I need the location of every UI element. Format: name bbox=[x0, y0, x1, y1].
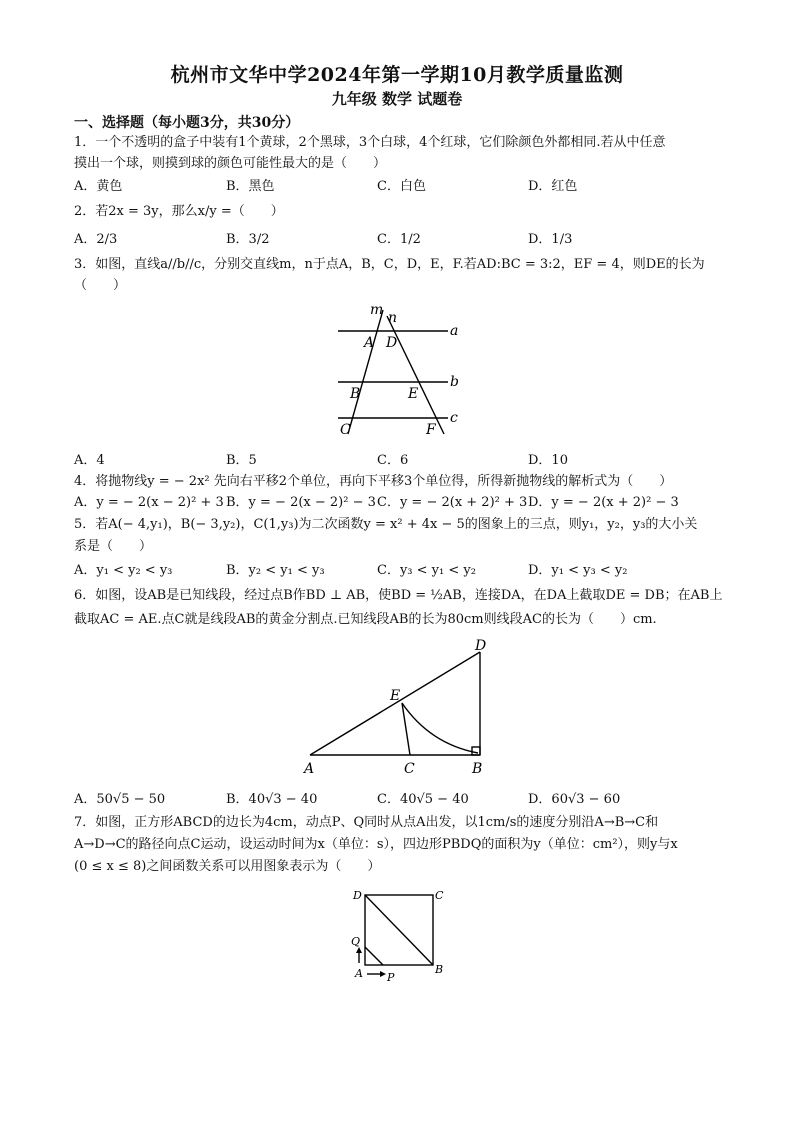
section-heading: 一、选择题（每小题3分，共30分） bbox=[74, 115, 300, 131]
q1-option-c: C．白色 bbox=[377, 179, 426, 194]
q6-option-a: A．50√5 − 50 bbox=[74, 792, 166, 807]
q4-option-b: B．y = − 2(x − 2)² − 3 bbox=[226, 495, 376, 510]
q4-option-c: C．y = − 2(x + 2)² + 3 bbox=[377, 495, 528, 510]
label-C: C bbox=[404, 761, 415, 777]
label-F: F bbox=[426, 422, 436, 438]
question-7-line-3: (0 ≤ x ≤ 8)之间函数关系可以用图象表示为（ ） bbox=[74, 859, 381, 874]
label-b: b bbox=[450, 374, 459, 390]
label-D: D bbox=[353, 889, 362, 902]
right-angle-mark bbox=[472, 747, 480, 755]
q1-option-a: A．黄色 bbox=[74, 179, 123, 194]
label-E: E bbox=[408, 386, 419, 402]
q4-option-a: A．y = − 2(x − 2)² + 3 bbox=[74, 495, 224, 510]
q5-option-b: B．y₂ < y₁ < y₃ bbox=[226, 563, 325, 578]
label-D: D bbox=[475, 638, 487, 654]
question-1-line-2: 摸出一个球，则摸到球的颜色可能性最大的是（ ） bbox=[74, 156, 387, 171]
label-c: c bbox=[450, 410, 458, 426]
question-7-line-1: 7．如图，正方形ABCD的边长为4cm，动点P、Q同时从点A出发，以1cm/s的速度分别沿A→B→C和 bbox=[74, 815, 659, 830]
q1-option-d: D．红色 bbox=[528, 179, 578, 194]
q3-option-a: A．4 bbox=[74, 453, 105, 468]
label-a: a bbox=[450, 323, 459, 339]
exam-subtitle: 九年级 数学 试题卷 bbox=[331, 90, 463, 108]
label-D: D bbox=[386, 335, 398, 351]
square-figure bbox=[345, 885, 455, 985]
question-2-line-1: 2．若2x = 3y，那么x/y =（ ） bbox=[74, 204, 284, 219]
label-B: B bbox=[350, 386, 361, 402]
question-5-line-2: 系是（ ） bbox=[74, 539, 153, 554]
q5-option-a: A．y₁ < y₂ < y₃ bbox=[74, 563, 173, 578]
q4-option-d: D．y = − 2(x + 2)² − 3 bbox=[528, 495, 679, 510]
parallel-lines-figure bbox=[330, 300, 470, 440]
label-E: E bbox=[390, 688, 401, 704]
label-A: A bbox=[304, 761, 315, 777]
q2-option-d: D．1/3 bbox=[528, 232, 573, 247]
question-4-line-1: 4．将抛物线y = − 2x² 先向右平移2个单位，再向下平移3个单位得，所得新抛物线的解析式为（ ） bbox=[74, 474, 673, 489]
q2-option-c: C．1/2 bbox=[377, 232, 421, 247]
q3-option-b: B．5 bbox=[226, 453, 257, 468]
label-C: C bbox=[435, 889, 444, 902]
q6-option-b: B．40√3 − 40 bbox=[226, 792, 318, 807]
label-Q: Q bbox=[351, 935, 361, 948]
q3-option-c: C．6 bbox=[377, 453, 409, 468]
label-m: m bbox=[370, 302, 384, 318]
question-7-line-2: A→D→C的路径向点C运动，设运动时间为x（单位：s），四边形PBDQ的面积为y（单位：cm²），则y与x bbox=[74, 837, 678, 852]
q6-option-c: C．40√5 − 40 bbox=[377, 792, 469, 807]
question-1-line-1: 1．一个不透明的盒子中装有1个黄球，2个黑球，3个白球，4个红球，它们除颜色外都相同.若从中任意 bbox=[74, 135, 666, 150]
question-6-line-1: 6．如图，设AB是已知线段，经过点B作BD ⊥ AB，使BD = ½AB，连接DA，在DA上截取DE = DB；在AB上 bbox=[74, 588, 723, 603]
arc-EC bbox=[402, 703, 410, 755]
exam-title: 杭州市文华中学2024年第一学期10月教学质量监测 bbox=[170, 64, 624, 86]
arrow-right-icon bbox=[380, 971, 386, 977]
label-A: A bbox=[355, 967, 363, 980]
label-n: n bbox=[388, 310, 398, 326]
label-B: B bbox=[435, 963, 444, 976]
arc-EB bbox=[402, 703, 478, 753]
q5-option-d: D．y₁ < y₃ < y₂ bbox=[528, 563, 628, 578]
question-6-line-2: 截取AC = AE.点C就是线段AB的黄金分割点.已知线段AB的长为80cm则线段AC的长为（ ）cm. bbox=[74, 612, 657, 627]
q2-option-b: B．3/2 bbox=[226, 232, 270, 247]
q6-option-d: D．60√3 − 60 bbox=[528, 792, 621, 807]
question-5-line-1: 5．若A(− 4,y₁)，B(− 3,y₂)，C(1,y₃)为二次函数y = x² + 4x − 5的图象上的三点，则y₁，y₂，y₃的大小关 bbox=[74, 517, 698, 532]
label-B: B bbox=[472, 761, 483, 777]
q1-option-b: B．黑色 bbox=[226, 179, 275, 194]
golden-section-figure bbox=[300, 636, 500, 780]
segment-QP bbox=[365, 947, 383, 965]
question-3-line-2: （ ） bbox=[74, 278, 127, 293]
q3-option-d: D．10 bbox=[528, 453, 568, 468]
label-A: A bbox=[364, 335, 375, 351]
label-C: C bbox=[340, 422, 351, 438]
question-3-line-1: 3．如图，直线a//b//c，分别交直线m，n于点A，B，C，D，E，F.若AD:BC = 3:2，EF = 4，则DE的长为 bbox=[74, 257, 705, 272]
line-m bbox=[348, 310, 383, 434]
label-P: P bbox=[387, 971, 395, 984]
diagonal-DB bbox=[365, 895, 433, 965]
q5-option-c: C．y₃ < y₁ < y₂ bbox=[377, 563, 476, 578]
line-n bbox=[387, 316, 444, 434]
q2-option-a: A．2/3 bbox=[74, 232, 118, 247]
